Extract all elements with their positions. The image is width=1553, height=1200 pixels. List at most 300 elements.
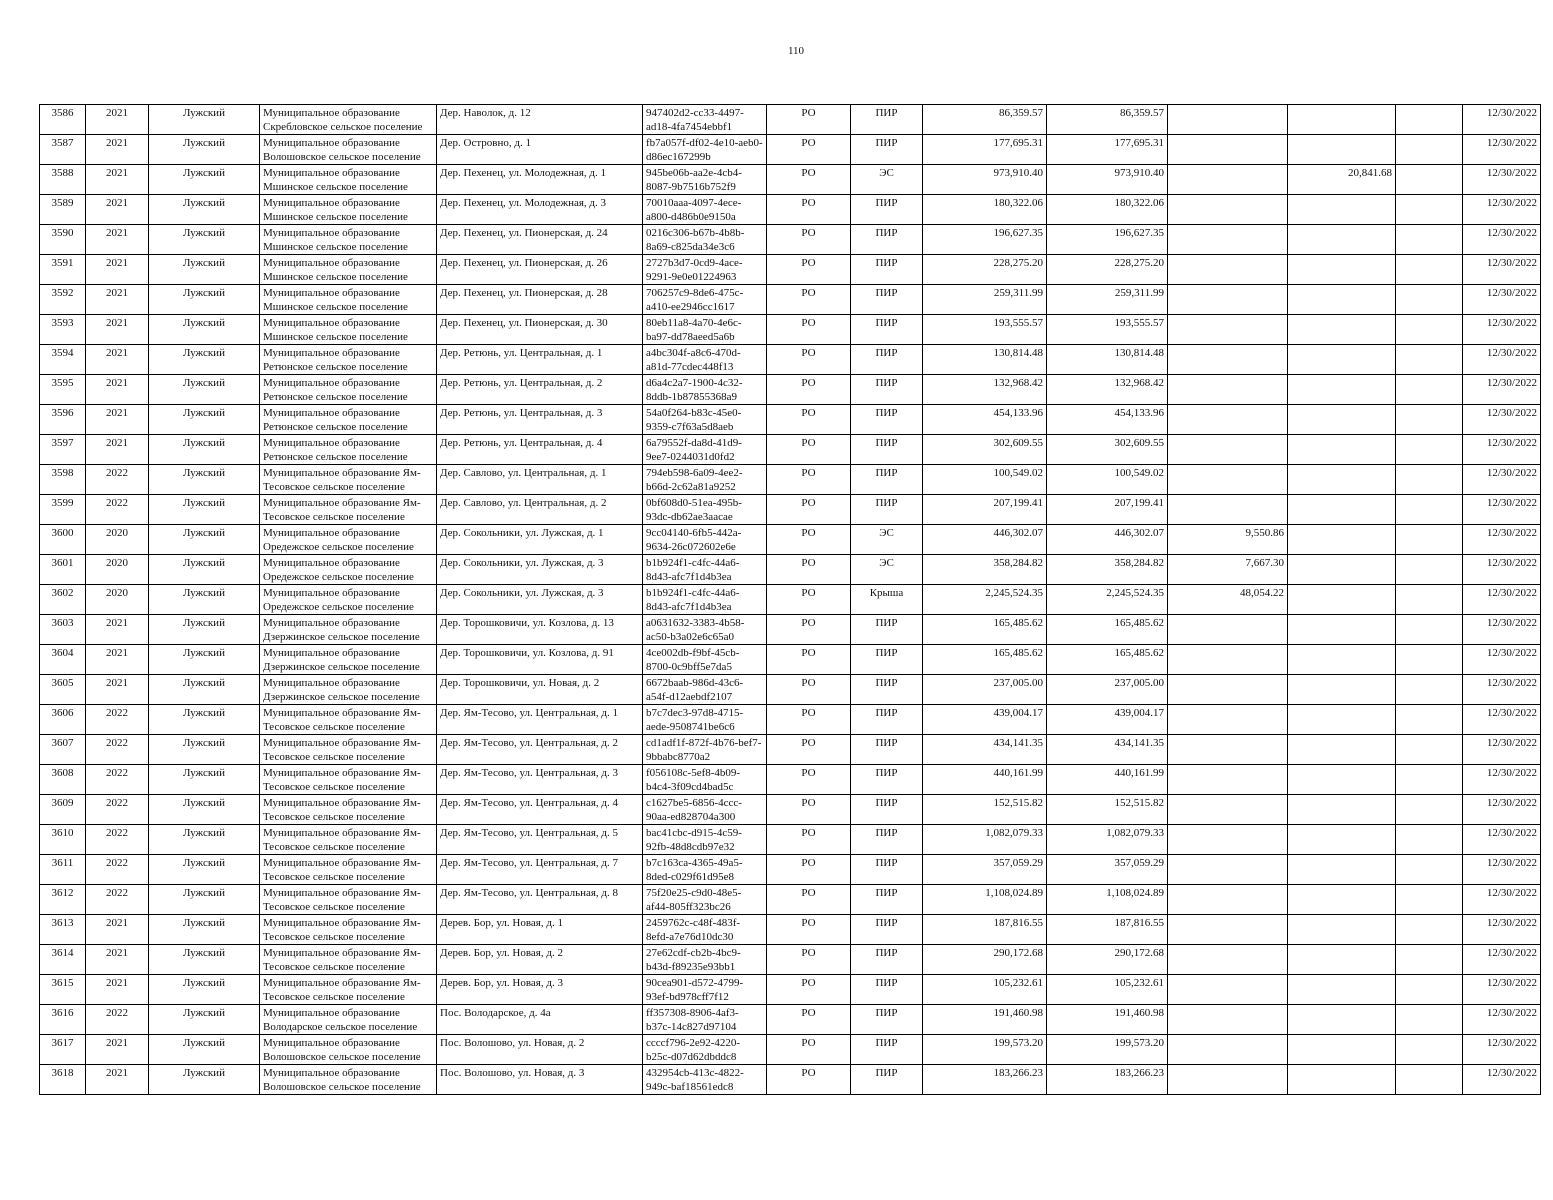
cell-district xyxy=(149,165,260,195)
completion-date-text: 12/30/2022 xyxy=(1486,377,1537,389)
cell-work-type xyxy=(851,285,923,315)
district-text: Лужский xyxy=(183,827,225,839)
work-type-text: ПИР xyxy=(875,1037,898,1049)
address-text: Пос. Волошово, ул. Новая, д. 2 xyxy=(440,1037,585,1049)
table-row xyxy=(40,225,1541,255)
program-year-text: 2022 xyxy=(106,767,128,779)
cell-cost-total xyxy=(923,1035,1047,1065)
cell-cost-approved xyxy=(1047,1065,1168,1095)
cost-approved-text: 165,485.62 xyxy=(1114,647,1164,659)
district-text: Лужский xyxy=(183,437,225,449)
cell-completion-date xyxy=(1463,645,1541,675)
house-guid-text: b1b924f1-c4fc-44a6-8d43-afc7f1d4b3ea xyxy=(646,557,740,583)
program-year-text: 2021 xyxy=(106,677,128,689)
cell-amount-2021 xyxy=(1288,255,1396,285)
cell-row-number xyxy=(40,255,86,285)
amount-2021-text xyxy=(1291,915,1392,916)
work-type-text: ПИР xyxy=(875,257,898,269)
cost-approved-text: 358,284.82 xyxy=(1114,557,1164,569)
cost-approved-text: 2,245,524.35 xyxy=(1106,587,1164,599)
cell-completion-date xyxy=(1463,465,1541,495)
cell-cost-total xyxy=(923,225,1047,255)
program-year-text: 2021 xyxy=(106,1037,128,1049)
cell-amount-2020 xyxy=(1168,435,1288,465)
row-number-text: 3588 xyxy=(51,167,74,179)
district-text: Лужский xyxy=(183,857,225,869)
row-number-text: 3609 xyxy=(51,797,74,809)
cell-municipality xyxy=(260,1005,437,1035)
cell-program-year xyxy=(86,435,149,465)
house-guid-text: 945be06b-aa2e-4cb4-8087-9b7516b752f9 xyxy=(646,167,742,193)
address-text: Дер. Ям-Тесово, ул. Центральная, д. 2 xyxy=(440,737,619,749)
district-text: Лужский xyxy=(183,677,225,689)
cost-approved-text: 196,627.35 xyxy=(1114,227,1164,239)
operator-text: РО xyxy=(801,887,816,899)
cell-operator xyxy=(767,885,851,915)
cell-amount-2021 xyxy=(1288,525,1396,555)
page-number: 110 xyxy=(787,45,805,57)
amount-2020-text xyxy=(1171,495,1284,496)
cell-program-year xyxy=(86,525,149,555)
district-text: Лужский xyxy=(183,647,225,659)
program-year-text: 2022 xyxy=(106,707,128,719)
cell-operator xyxy=(767,765,851,795)
amount-2020-text xyxy=(1171,735,1284,736)
address-text: Дер. Ям-Тесово, ул. Центральная, д. 1 xyxy=(440,707,619,719)
operator-text: РО xyxy=(801,227,816,239)
municipality-text: Муниципальное образование Мшинское сельское поселение xyxy=(263,167,408,193)
completion-date-text: 12/30/2022 xyxy=(1486,947,1537,959)
cell-work-type xyxy=(851,315,923,345)
cell-work-type xyxy=(851,765,923,795)
operator-text: РО xyxy=(801,167,816,179)
cost-approved-text: 187,816.55 xyxy=(1114,917,1164,929)
cell-municipality xyxy=(260,495,437,525)
municipality-text: Муниципальное образование Мшинское сельское поселение xyxy=(263,197,408,223)
cell-operator xyxy=(767,375,851,405)
cell-row-number xyxy=(40,675,86,705)
cost-approved-text: 191,460.98 xyxy=(1114,1007,1164,1019)
cell-amount-2021 xyxy=(1288,165,1396,195)
amount-extra-text xyxy=(1399,885,1459,886)
cell-house-guid xyxy=(643,855,767,885)
cell-address xyxy=(437,615,643,645)
completion-date-text: 12/30/2022 xyxy=(1486,917,1537,929)
municipality-text: Муниципальное образование Ям-Тесовское сельское поселение xyxy=(263,977,421,1003)
amount-extra-text xyxy=(1399,135,1459,136)
program-year-text: 2020 xyxy=(106,587,128,599)
table-row xyxy=(40,105,1541,135)
operator-text: РО xyxy=(801,557,816,569)
amount-2020-text xyxy=(1171,465,1284,466)
completion-date-text: 12/30/2022 xyxy=(1486,857,1537,869)
amount-2020-text xyxy=(1171,165,1284,166)
cell-district xyxy=(149,525,260,555)
cell-program-year xyxy=(86,1065,149,1095)
cell-cost-approved xyxy=(1047,945,1168,975)
cell-operator xyxy=(767,795,851,825)
cost-total-text: 86,359.57 xyxy=(999,107,1043,119)
operator-text: РО xyxy=(801,317,816,329)
row-number-text: 3606 xyxy=(51,707,74,719)
cell-program-year xyxy=(86,375,149,405)
cell-house-guid xyxy=(643,465,767,495)
table-row xyxy=(40,435,1541,465)
house-guid-text: 90cea901-d572-4799-93ef-bd978cff7f12 xyxy=(646,977,744,1003)
amount-2020-text: 48,054.22 xyxy=(1240,587,1284,599)
cell-amount-2020 xyxy=(1168,465,1288,495)
operator-text: РО xyxy=(801,137,816,149)
cell-house-guid xyxy=(643,105,767,135)
house-guid-text: cd1adf1f-872f-4b76-bef7-9bbabc8770a2 xyxy=(646,737,762,763)
work-type-text: ПИР xyxy=(875,1067,898,1079)
address-text: Дер. Пехенец, ул. Пионерская, д. 30 xyxy=(440,317,608,329)
amount-extra-text xyxy=(1399,195,1459,196)
cell-house-guid xyxy=(643,1065,767,1095)
cell-cost-total xyxy=(923,105,1047,135)
cell-municipality xyxy=(260,885,437,915)
cell-cost-approved xyxy=(1047,765,1168,795)
row-number-text: 3608 xyxy=(51,767,74,779)
completion-date-text: 12/30/2022 xyxy=(1486,737,1537,749)
municipality-text: Муниципальное образование Волошовское сельское поселение xyxy=(263,1037,421,1063)
cell-program-year xyxy=(86,195,149,225)
cell-program-year xyxy=(86,795,149,825)
amount-2021-text xyxy=(1291,585,1392,586)
operator-text: РО xyxy=(801,1037,816,1049)
cell-completion-date xyxy=(1463,795,1541,825)
work-type-text: ПИР xyxy=(875,767,898,779)
address-text: Дер. Торошковичи, ул. Козлова, д. 13 xyxy=(440,617,614,629)
cell-municipality xyxy=(260,735,437,765)
cell-program-year xyxy=(86,615,149,645)
cell-completion-date xyxy=(1463,915,1541,945)
amount-extra-text xyxy=(1399,645,1459,646)
cell-amount-2021 xyxy=(1288,225,1396,255)
municipality-text: Муниципальное образование Ям-Тесовское сельское поселение xyxy=(263,497,421,523)
cell-cost-approved xyxy=(1047,495,1168,525)
cell-amount-2020 xyxy=(1168,555,1288,585)
cell-amount-2020 xyxy=(1168,1065,1288,1095)
completion-date-text: 12/30/2022 xyxy=(1486,767,1537,779)
cell-amount-extra xyxy=(1396,645,1463,675)
cell-house-guid xyxy=(643,675,767,705)
cell-amount-2021 xyxy=(1288,855,1396,885)
district-text: Лужский xyxy=(183,947,225,959)
cell-amount-extra xyxy=(1396,675,1463,705)
cell-completion-date xyxy=(1463,225,1541,255)
cell-cost-approved xyxy=(1047,885,1168,915)
cell-completion-date xyxy=(1463,825,1541,855)
table-row xyxy=(40,315,1541,345)
amount-2020-text xyxy=(1171,135,1284,136)
table-row xyxy=(40,645,1541,675)
cell-municipality xyxy=(260,405,437,435)
cell-municipality xyxy=(260,585,437,615)
cell-amount-2021 xyxy=(1288,435,1396,465)
cell-completion-date xyxy=(1463,195,1541,225)
cell-completion-date xyxy=(1463,705,1541,735)
cell-district xyxy=(149,1035,260,1065)
cell-amount-2021 xyxy=(1288,675,1396,705)
amount-2020-text xyxy=(1171,675,1284,676)
cell-row-number xyxy=(40,645,86,675)
work-type-text: ПИР xyxy=(875,317,898,329)
cell-amount-2021 xyxy=(1288,705,1396,735)
cell-cost-total xyxy=(923,975,1047,1005)
cost-approved-text: 152,515.82 xyxy=(1114,797,1164,809)
amount-2021-text xyxy=(1291,795,1392,796)
address-text: Дер. Ретюнь, ул. Центральная, д. 4 xyxy=(440,437,603,449)
district-text: Лужский xyxy=(183,287,225,299)
cell-row-number xyxy=(40,855,86,885)
amount-extra-text xyxy=(1399,1065,1459,1066)
cell-completion-date xyxy=(1463,105,1541,135)
cost-total-text: 440,161.99 xyxy=(993,767,1043,779)
cell-completion-date xyxy=(1463,375,1541,405)
municipality-text: Муниципальное образование Ям-Тесовское сельское поселение xyxy=(263,947,421,973)
cell-municipality xyxy=(260,765,437,795)
municipality-text: Муниципальное образование Ям-Тесовское сельское поселение xyxy=(263,797,421,823)
cell-district xyxy=(149,645,260,675)
cell-district xyxy=(149,825,260,855)
cell-cost-total xyxy=(923,315,1047,345)
municipality-text: Муниципальное образование Мшинское сельское поселение xyxy=(263,257,408,283)
amount-2021-text xyxy=(1291,375,1392,376)
program-year-text: 2022 xyxy=(106,797,128,809)
cost-total-text: 446,302.07 xyxy=(993,527,1043,539)
amount-extra-text xyxy=(1399,495,1459,496)
address-text: Дерев. Бор, ул. Новая, д. 2 xyxy=(440,947,563,959)
cell-house-guid xyxy=(643,555,767,585)
amount-2020-text xyxy=(1171,435,1284,436)
cost-total-text: 199,573.20 xyxy=(993,1037,1043,1049)
house-guid-text: 6672baab-986d-43c6-a54f-d12aebdf2107 xyxy=(646,677,744,703)
table-row xyxy=(40,1005,1541,1035)
cell-completion-date xyxy=(1463,735,1541,765)
work-type-text: ПИР xyxy=(875,437,898,449)
cell-row-number xyxy=(40,345,86,375)
cost-approved-text: 105,232.61 xyxy=(1114,977,1164,989)
cell-municipality xyxy=(260,615,437,645)
work-type-text: ПИР xyxy=(875,947,898,959)
address-text: Дер. Ям-Тесово, ул. Центральная, д. 3 xyxy=(440,767,619,779)
completion-date-text: 12/30/2022 xyxy=(1486,797,1537,809)
amount-2021-text xyxy=(1291,525,1392,526)
cell-amount-2020 xyxy=(1168,135,1288,165)
cell-completion-date xyxy=(1463,525,1541,555)
amount-2021-text xyxy=(1291,975,1392,976)
table-row xyxy=(40,585,1541,615)
cell-amount-2020 xyxy=(1168,585,1288,615)
operator-text: РО xyxy=(801,737,816,749)
amount-extra-text xyxy=(1399,345,1459,346)
amount-extra-text xyxy=(1399,405,1459,406)
completion-date-text: 12/30/2022 xyxy=(1486,527,1537,539)
cell-work-type xyxy=(851,735,923,765)
cell-operator xyxy=(767,315,851,345)
cell-amount-2021 xyxy=(1288,375,1396,405)
cell-district xyxy=(149,195,260,225)
row-number-text: 3595 xyxy=(51,377,74,389)
cell-cost-approved xyxy=(1047,405,1168,435)
row-number-text: 3607 xyxy=(51,737,74,749)
cell-district xyxy=(149,405,260,435)
cell-cost-total xyxy=(923,555,1047,585)
row-number-text: 3613 xyxy=(51,917,74,929)
row-number-text: 3601 xyxy=(51,557,74,569)
operator-text: РО xyxy=(801,407,816,419)
district-text: Лужский xyxy=(183,347,225,359)
amount-extra-text xyxy=(1399,375,1459,376)
operator-text: РО xyxy=(801,797,816,809)
cell-amount-2020 xyxy=(1168,885,1288,915)
cell-house-guid xyxy=(643,345,767,375)
amount-extra-text xyxy=(1399,255,1459,256)
district-text: Лужский xyxy=(183,497,225,509)
amount-extra-text xyxy=(1399,975,1459,976)
operator-text: РО xyxy=(801,677,816,689)
address-text: Дер. Пехенец, ул. Пионерская, д. 24 xyxy=(440,227,608,239)
amount-extra-text xyxy=(1399,555,1459,556)
cell-house-guid xyxy=(643,885,767,915)
cell-house-guid xyxy=(643,255,767,285)
house-guid-text: 947402d2-cc33-4497-ad18-4fa7454ebbf1 xyxy=(646,107,744,133)
address-text: Дер. Пехенец, ул. Молодежная, д. 1 xyxy=(440,167,607,179)
cell-operator xyxy=(767,285,851,315)
cell-amount-extra xyxy=(1396,285,1463,315)
operator-text: РО xyxy=(801,707,816,719)
operator-text: РО xyxy=(801,1007,816,1019)
cell-row-number xyxy=(40,375,86,405)
cell-work-type xyxy=(851,975,923,1005)
house-guid-text: b7c163ca-4365-49a5-8ded-c029f61d95e8 xyxy=(646,857,743,883)
amount-extra-text xyxy=(1399,285,1459,286)
cost-total-text: 130,814.48 xyxy=(993,347,1043,359)
cell-work-type xyxy=(851,105,923,135)
operator-text: РО xyxy=(801,497,816,509)
table-row xyxy=(40,615,1541,645)
cell-row-number xyxy=(40,615,86,645)
amount-2020-text xyxy=(1171,615,1284,616)
cell-program-year xyxy=(86,1035,149,1065)
cell-address xyxy=(437,975,643,1005)
program-year-text: 2022 xyxy=(106,737,128,749)
amount-2020-text xyxy=(1171,645,1284,646)
amount-2020-text xyxy=(1171,915,1284,916)
completion-date-text: 12/30/2022 xyxy=(1486,1037,1537,1049)
amount-2021-text xyxy=(1291,105,1392,106)
amount-extra-text xyxy=(1399,105,1459,106)
cell-amount-2020 xyxy=(1168,405,1288,435)
cell-address xyxy=(437,135,643,165)
cell-district xyxy=(149,885,260,915)
cost-approved-text: 302,609.55 xyxy=(1114,437,1164,449)
address-text: Дер. Савлово, ул. Центральная, д. 1 xyxy=(440,467,607,479)
cell-completion-date xyxy=(1463,585,1541,615)
cell-amount-2020 xyxy=(1168,1005,1288,1035)
house-guid-text: b7c7dec3-97d8-4715-aede-9508741be6c6 xyxy=(646,707,744,733)
cell-district xyxy=(149,135,260,165)
amount-2021-text xyxy=(1291,465,1392,466)
completion-date-text: 12/30/2022 xyxy=(1486,137,1537,149)
amount-2020-text xyxy=(1171,405,1284,406)
cell-cost-total xyxy=(923,705,1047,735)
cell-house-guid xyxy=(643,645,767,675)
cell-address xyxy=(437,915,643,945)
table-row xyxy=(40,765,1541,795)
cell-completion-date xyxy=(1463,765,1541,795)
address-text: Дерев. Бор, ул. Новая, д. 3 xyxy=(440,977,563,989)
table-row xyxy=(40,555,1541,585)
municipality-text: Муниципальное образование Оредежское сельское поселение xyxy=(263,527,414,553)
program-year-text: 2021 xyxy=(106,107,128,119)
work-type-text: ПИР xyxy=(875,227,898,239)
row-number-text: 3599 xyxy=(51,497,74,509)
amount-2021-text xyxy=(1291,1065,1392,1066)
cell-cost-total xyxy=(923,525,1047,555)
municipality-text: Муниципальное образование Скребловское сельское поселение xyxy=(263,107,423,133)
municipality-text: Муниципальное образование Оредежское сельское поселение xyxy=(263,557,414,583)
cell-municipality xyxy=(260,465,437,495)
district-text: Лужский xyxy=(183,257,225,269)
cell-amount-2021 xyxy=(1288,795,1396,825)
district-text: Лужский xyxy=(183,797,225,809)
cell-district xyxy=(149,735,260,765)
cell-municipality xyxy=(260,315,437,345)
amount-2021-text xyxy=(1291,945,1392,946)
house-guid-text: fb7a057f-df02-4e10-aeb0-d86ec167299b xyxy=(646,137,763,163)
amount-extra-text xyxy=(1399,585,1459,586)
cost-approved-text: 1,108,024.89 xyxy=(1106,887,1164,899)
cell-row-number xyxy=(40,105,86,135)
program-year-text: 2022 xyxy=(106,1007,128,1019)
cell-operator xyxy=(767,225,851,255)
cost-approved-text: 199,573.20 xyxy=(1114,1037,1164,1049)
completion-date-text: 12/30/2022 xyxy=(1486,887,1537,899)
cell-address xyxy=(437,315,643,345)
program-year-text: 2022 xyxy=(106,467,128,479)
amount-extra-text xyxy=(1399,915,1459,916)
cell-program-year xyxy=(86,495,149,525)
operator-text: РО xyxy=(801,527,816,539)
cost-approved-text: 86,359.57 xyxy=(1120,107,1164,119)
house-guid-text: 75f20e25-c9d0-48e5-af44-805ff323bc26 xyxy=(646,887,742,913)
amount-2021-text xyxy=(1291,435,1392,436)
cost-approved-text: 440,161.99 xyxy=(1114,767,1164,779)
cell-operator xyxy=(767,105,851,135)
cell-district xyxy=(149,225,260,255)
cell-amount-extra xyxy=(1396,435,1463,465)
row-number-text: 3614 xyxy=(51,947,74,959)
amount-2020-text xyxy=(1171,375,1284,376)
cell-row-number xyxy=(40,765,86,795)
cell-municipality xyxy=(260,915,437,945)
completion-date-text: 12/30/2022 xyxy=(1486,707,1537,719)
table-row xyxy=(40,735,1541,765)
cost-approved-text: 434,141.35 xyxy=(1114,737,1164,749)
cell-amount-2021 xyxy=(1288,645,1396,675)
amount-2020-text xyxy=(1171,255,1284,256)
program-year-text: 2021 xyxy=(106,197,128,209)
amount-2020-text xyxy=(1171,1065,1284,1066)
cell-completion-date xyxy=(1463,405,1541,435)
cell-work-type xyxy=(851,405,923,435)
amount-extra-text xyxy=(1399,465,1459,466)
work-type-text: ПИР xyxy=(875,797,898,809)
cell-house-guid xyxy=(643,1005,767,1035)
completion-date-text: 12/30/2022 xyxy=(1486,317,1537,329)
